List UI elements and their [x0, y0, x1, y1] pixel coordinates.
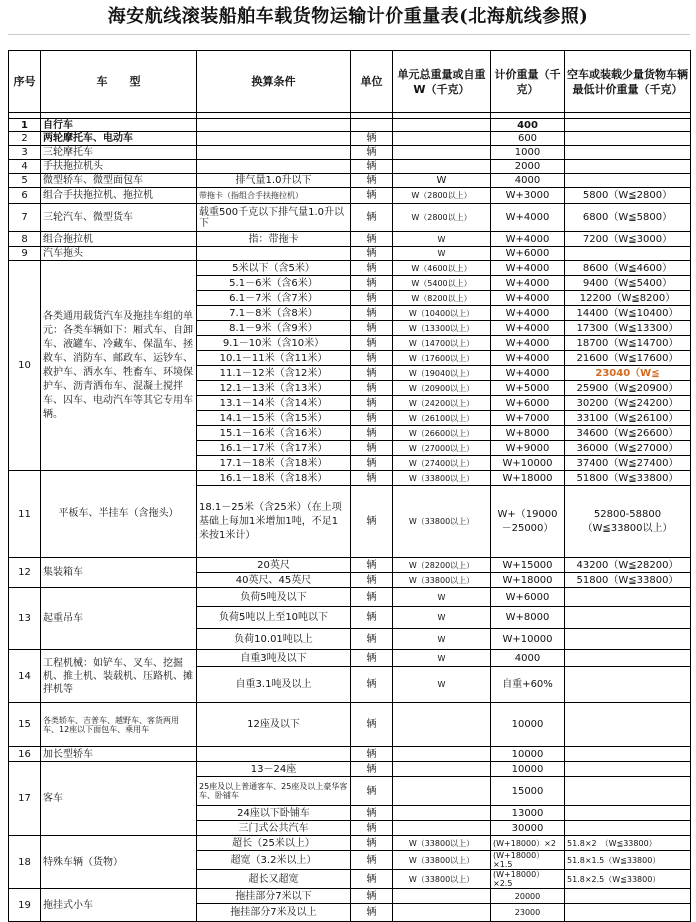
cell-no: 6	[9, 188, 41, 204]
table-row	[9, 204, 691, 232]
cell-charge-weight: 10000	[491, 762, 565, 777]
cell-unit-weight: W（33800以上）	[393, 573, 491, 588]
cell-min-weight: 34600（W≦26600）	[565, 426, 691, 441]
cell-no: 2	[9, 132, 41, 146]
cell-min-weight: 36000（W≦27000）	[565, 441, 691, 456]
cell-type: 特殊车辆（货物）	[41, 836, 197, 889]
cell-unit: 辆	[351, 747, 393, 762]
cell-charge-weight: W+4000	[491, 306, 565, 321]
cell-unit	[351, 119, 393, 132]
cell-unit: 辆	[351, 204, 393, 232]
cell-condition: 16.1－18米（含18米）	[197, 471, 351, 486]
cell-condition: 10.1－11米（含11米）	[197, 351, 351, 366]
cell-charge-weight: 13000	[491, 806, 565, 821]
page-title: 海安航线滚装船舶车载货物运输计价重量表(北海航线参照)	[107, 6, 589, 27]
table-row	[9, 160, 691, 174]
cell-type: 组合拖拉机	[41, 232, 197, 247]
cell-unit-weight: W（4600以上）	[393, 261, 491, 276]
cell-unit: 辆	[351, 366, 393, 381]
cell-min-weight: 12200（W≦8200）	[565, 291, 691, 306]
table-row	[9, 261, 691, 276]
cell-unit-weight	[393, 703, 491, 747]
cell-min-weight: 52800-58800（W≦33800以上）	[565, 486, 691, 558]
cell-type: 微型轿车、微型面包车	[41, 174, 197, 188]
cell-condition: 12座及以下	[197, 703, 351, 747]
cell-unit: 辆	[351, 573, 393, 588]
cell-unit: 辆	[351, 132, 393, 146]
cell-unit-weight: W	[393, 588, 491, 607]
table-row	[9, 762, 691, 777]
cell-min-weight: 51.8×1.5（W≦33800）	[565, 851, 691, 870]
cell-unit-weight: W	[393, 247, 491, 261]
cell-no: 4	[9, 160, 41, 174]
cell-unit: 辆	[351, 650, 393, 667]
cell-min-weight	[565, 904, 691, 922]
header-unit: 单位	[351, 51, 393, 113]
cell-condition: 载重500千克以下排气量1.0升以下	[197, 204, 351, 232]
cell-no: 12	[9, 558, 41, 588]
cell-min-weight: 6800（W≦5800）	[565, 204, 691, 232]
cell-charge-weight: W+6000	[491, 247, 565, 261]
cell-no: 3	[9, 146, 41, 160]
cell-min-weight	[565, 806, 691, 821]
cell-unit: 辆	[351, 777, 393, 806]
cell-unit-weight: W（33800以上）	[393, 836, 491, 851]
table-row	[9, 836, 691, 851]
header-type: 车 型	[41, 51, 197, 113]
cell-min-weight: 18700（W≦14700）	[565, 336, 691, 351]
cell-unit-weight: W	[393, 667, 491, 703]
cell-condition: 5米以下（含5米）	[197, 261, 351, 276]
cell-type: 三轮汽车、微型货车	[41, 204, 197, 232]
cell-condition: 9.1－10米（含10米）	[197, 336, 351, 351]
cell-condition: 超长又超宽	[197, 870, 351, 889]
cell-min-weight: 51.8×2 （W≦33800）	[565, 836, 691, 851]
header-unit-weight: 单元总重量或自重W（千克）	[393, 51, 491, 113]
cell-charge-weight: 2000	[491, 160, 565, 174]
cell-unit: 辆	[351, 870, 393, 889]
cell-type: 汽车拖头	[41, 247, 197, 261]
table-row	[9, 132, 691, 146]
cell-unit-weight	[393, 889, 491, 904]
header-min-weight: 空车或装载少量货物车辆最低计价重量（千克）	[565, 51, 691, 113]
cell-charge-weight: W+4000	[491, 276, 565, 291]
cell-unit: 辆	[351, 188, 393, 204]
cell-min-weight: 14400（W≦10400）	[565, 306, 691, 321]
cell-unit: 辆	[351, 629, 393, 650]
table-row	[9, 747, 691, 762]
cell-type: 加长型轿车	[41, 747, 197, 762]
cell-condition: 排气量1.0升以下	[197, 174, 351, 188]
cell-min-weight	[565, 629, 691, 650]
cell-unit-weight: W（14700以上）	[393, 336, 491, 351]
cell-charge-weight: 600	[491, 132, 565, 146]
cell-unit: 辆	[351, 321, 393, 336]
cell-unit: 辆	[351, 351, 393, 366]
cell-min-weight	[565, 119, 691, 132]
cell-no: 8	[9, 232, 41, 247]
header-charge-weight: 计价重量（千克）	[491, 51, 565, 113]
cell-no: 5	[9, 174, 41, 188]
cell-charge-weight: W+8000	[491, 426, 565, 441]
cell-unit: 辆	[351, 889, 393, 904]
cell-unit: 辆	[351, 146, 393, 160]
cell-condition	[197, 160, 351, 174]
cell-no: 11	[9, 471, 41, 558]
cell-condition: 6.1－7米（含7米）	[197, 291, 351, 306]
cell-type: 自行车	[41, 119, 197, 132]
cell-type: 手扶拖拉机头	[41, 160, 197, 174]
cell-no: 19	[9, 889, 41, 922]
table-row	[9, 703, 691, 747]
cell-no: 1	[9, 119, 41, 132]
cell-min-weight: 43200（W≦28200）	[565, 558, 691, 573]
cell-type: 三轮摩托车	[41, 146, 197, 160]
cell-condition: 17.1－18米（含18米）	[197, 456, 351, 471]
cell-condition: 12.1－13米（含13米）	[197, 381, 351, 396]
cell-condition: 11.1－12米（含12米）	[197, 366, 351, 381]
cell-type: 集装箱车	[41, 558, 197, 588]
cell-charge-weight: 30000	[491, 821, 565, 836]
cell-min-weight	[565, 607, 691, 629]
cell-charge-weight: 400	[491, 119, 565, 132]
cell-min-weight-highlight: 23040（W≦	[565, 366, 691, 381]
cell-unit-weight	[393, 132, 491, 146]
table-row	[9, 247, 691, 261]
cell-unit: 辆	[351, 336, 393, 351]
cell-min-weight	[565, 160, 691, 174]
cell-min-weight: 30200（W≦24200）	[565, 396, 691, 411]
cell-min-weight: 51800（W≦33800）	[565, 471, 691, 486]
cell-charge-weight: W+18000	[491, 573, 565, 588]
cell-charge-weight: W+18000	[491, 471, 565, 486]
cell-unit: 辆	[351, 703, 393, 747]
header-row	[9, 51, 691, 113]
cell-charge-weight: 10000	[491, 747, 565, 762]
cell-type: 各类轿车、吉普车、越野车、客货两用车、12座以下面包车、乘用车	[41, 703, 197, 747]
cell-charge-weight: W+9000	[491, 441, 565, 456]
cell-unit-weight: W（33800以上）	[393, 486, 491, 558]
cell-unit-weight	[393, 762, 491, 777]
cell-unit-weight	[393, 904, 491, 922]
cell-min-weight: 37400（W≦27400）	[565, 456, 691, 471]
cell-charge-weight: W+4000	[491, 261, 565, 276]
cell-condition: 带拖卡（指组合手扶拖拉机）	[197, 188, 351, 204]
cell-charge-weight: W+4000	[491, 204, 565, 232]
cell-min-weight: 51.8×2.5（W≦33800）	[565, 870, 691, 889]
cell-charge-weight: W+15000	[491, 558, 565, 573]
cell-unit-weight	[393, 806, 491, 821]
cell-unit: 辆	[351, 411, 393, 426]
table-row	[9, 146, 691, 160]
cell-condition: 负荷5吨及以下	[197, 588, 351, 607]
cell-unit: 辆	[351, 806, 393, 821]
cell-unit-weight: W（24200以上）	[393, 396, 491, 411]
cell-min-weight	[565, 146, 691, 160]
cell-no: 9	[9, 247, 41, 261]
cell-condition: 18.1－25米（含25米）（在上项基础上每加1米增加1吨，不足1米按1米计）	[197, 486, 351, 558]
cell-condition: 8.1－9米（含9米）	[197, 321, 351, 336]
cell-unit: 辆	[351, 381, 393, 396]
cell-type: 拖挂式小车	[41, 889, 197, 922]
cell-unit-weight: W（13300以上）	[393, 321, 491, 336]
cell-condition: 三门式公共汽车	[197, 821, 351, 836]
cell-condition: 超宽（3.2米以上）	[197, 851, 351, 870]
cell-charge-weight: W+4000	[491, 366, 565, 381]
cell-unit: 辆	[351, 836, 393, 851]
cell-unit-weight	[393, 777, 491, 806]
cell-min-weight	[565, 174, 691, 188]
cell-charge-weight: W+7000	[491, 411, 565, 426]
cell-no: 7	[9, 204, 41, 232]
table-row	[9, 558, 691, 573]
cell-unit-weight: W（27000以上）	[393, 441, 491, 456]
cell-unit: 辆	[351, 232, 393, 247]
cell-type: 起重吊车	[41, 588, 197, 650]
cell-unit-weight: W	[393, 629, 491, 650]
cell-min-weight: 25900（W≦20900）	[565, 381, 691, 396]
cell-charge-weight: 20000	[491, 889, 565, 904]
cell-condition: 25座及以上普通客车、25座及以上豪华客车、卧铺车	[197, 777, 351, 806]
header-no: 序号	[9, 51, 41, 113]
cell-condition: 拖挂部分7米以下	[197, 889, 351, 904]
cell-condition: 负荷10.01吨以上	[197, 629, 351, 650]
cell-unit: 辆	[351, 247, 393, 261]
cell-condition: 16.1－17米（含17米）	[197, 441, 351, 456]
cell-condition: 15.1－16米（含16米）	[197, 426, 351, 441]
cell-condition: 拖挂部分7米及以上	[197, 904, 351, 922]
cell-condition: 自重3吨及以下	[197, 650, 351, 667]
cell-min-weight	[565, 777, 691, 806]
cell-condition: 7.1－8米（含8米）	[197, 306, 351, 321]
cell-charge-weight: W+5000	[491, 381, 565, 396]
cell-unit: 辆	[351, 441, 393, 456]
cell-unit-weight	[393, 119, 491, 132]
cell-condition: 40英尺、45英尺	[197, 573, 351, 588]
cell-charge-weight: (W+18000）×2	[491, 836, 565, 851]
cell-unit: 辆	[351, 762, 393, 777]
cell-unit-weight: W（33800以上）	[393, 471, 491, 486]
cell-charge-weight: W+4000	[491, 321, 565, 336]
cell-unit-weight: W（27400以上）	[393, 456, 491, 471]
cell-charge-weight: 4000	[491, 174, 565, 188]
cell-unit-weight	[393, 821, 491, 836]
cell-unit-weight: W（26100以上）	[393, 411, 491, 426]
table-row	[9, 650, 691, 667]
cell-unit-weight: W（19040以上）	[393, 366, 491, 381]
cell-charge-weight: 4000	[491, 650, 565, 667]
cell-unit-weight: W	[393, 650, 491, 667]
table-row	[9, 471, 691, 486]
cell-min-weight: 21600（W≦17600）	[565, 351, 691, 366]
cell-min-weight	[565, 667, 691, 703]
cell-unit-weight	[393, 160, 491, 174]
cell-type: 两轮摩托车、电动车	[41, 132, 197, 146]
cell-min-weight	[565, 588, 691, 607]
cell-unit-weight: W（5400以上）	[393, 276, 491, 291]
cell-unit: 辆	[351, 174, 393, 188]
blank-row	[8, 34, 690, 51]
cell-charge-weight: W+8000	[491, 607, 565, 629]
cell-min-weight	[565, 247, 691, 261]
cell-unit: 辆	[351, 160, 393, 174]
cell-charge-weight: W+4000	[491, 351, 565, 366]
pricing-table	[8, 50, 691, 922]
cell-charge-weight: W+6000	[491, 588, 565, 607]
cell-min-weight	[565, 821, 691, 836]
cell-unit-weight: W（28200以上）	[393, 558, 491, 573]
cell-unit: 辆	[351, 306, 393, 321]
cell-unit: 辆	[351, 904, 393, 922]
table-row	[9, 119, 691, 132]
cell-unit: 辆	[351, 558, 393, 573]
cell-unit-weight	[393, 747, 491, 762]
cell-unit-weight: W（20900以上）	[393, 381, 491, 396]
cell-charge-weight: W+10000	[491, 456, 565, 471]
cell-condition: 13.1－14米（含14米）	[197, 396, 351, 411]
cell-condition	[197, 132, 351, 146]
cell-charge-weight: (W+18000）×2.5	[491, 870, 565, 889]
cell-unit: 辆	[351, 851, 393, 870]
cell-min-weight: 33100（W≦26100）	[565, 411, 691, 426]
cell-charge-weight: W+4000	[491, 291, 565, 306]
cell-unit-weight: W	[393, 174, 491, 188]
cell-type: 组合手扶拖拉机、拖拉机	[41, 188, 197, 204]
table-row	[9, 174, 691, 188]
cell-charge-weight: W+4000	[491, 336, 565, 351]
cell-no: 16	[9, 747, 41, 762]
cell-type: 平板车、半挂车（含拖头）	[41, 471, 197, 558]
cell-charge-weight: 23000	[491, 904, 565, 922]
cell-unit-weight: W（8200以上）	[393, 291, 491, 306]
cell-unit: 辆	[351, 667, 393, 703]
cell-no: 14	[9, 650, 41, 703]
cell-min-weight: 5800（W≦2800）	[565, 188, 691, 204]
cell-unit: 辆	[351, 471, 393, 486]
cell-no: 13	[9, 588, 41, 650]
cell-min-weight: 7200（W≦3000）	[565, 232, 691, 247]
cell-charge-weight: 1000	[491, 146, 565, 160]
cell-type: 工程机械：如铲车、叉车、挖掘机、推土机、装载机、压路机、摊拌机等	[41, 650, 197, 703]
cell-condition: 14.1－15米（含15米）	[197, 411, 351, 426]
cell-charge-weight: W+10000	[491, 629, 565, 650]
cell-type: 客车	[41, 762, 197, 836]
cell-condition: 超长（25米以上）	[197, 836, 351, 851]
cell-condition: 负荷5吨以上至10吨以下	[197, 607, 351, 629]
cell-condition: 自重3.1吨及以上	[197, 667, 351, 703]
cell-condition	[197, 119, 351, 132]
cell-condition	[197, 747, 351, 762]
cell-min-weight	[565, 762, 691, 777]
table-row	[9, 889, 691, 904]
cell-condition: 13－24座	[197, 762, 351, 777]
cell-min-weight	[565, 650, 691, 667]
cell-charge-weight: (W+18000）×1.5	[491, 851, 565, 870]
cell-unit: 辆	[351, 396, 393, 411]
table-row	[9, 232, 691, 247]
cell-charge-weight: W+4000	[491, 232, 565, 247]
cell-unit-weight: W（17600以上）	[393, 351, 491, 366]
header-condition: 换算条件	[197, 51, 351, 113]
cell-unit-weight: W（10400以上）	[393, 306, 491, 321]
cell-unit-weight: W（2800以上）	[393, 204, 491, 232]
cell-no: 17	[9, 762, 41, 836]
cell-min-weight: 51800（W≦33800）	[565, 573, 691, 588]
cell-min-weight: 17300（W≦13300）	[565, 321, 691, 336]
cell-unit-weight: W（33800以上）	[393, 870, 491, 889]
cell-unit-weight: W（26600以上）	[393, 426, 491, 441]
cell-unit: 辆	[351, 486, 393, 558]
cell-unit: 辆	[351, 426, 393, 441]
cell-condition: 20英尺	[197, 558, 351, 573]
cell-unit-weight: W	[393, 607, 491, 629]
cell-unit: 辆	[351, 291, 393, 306]
cell-unit: 辆	[351, 276, 393, 291]
cell-unit: 辆	[351, 821, 393, 836]
cell-min-weight	[565, 747, 691, 762]
cell-condition	[197, 247, 351, 261]
cell-unit-weight: W	[393, 232, 491, 247]
cell-condition: 5.1－6米（含6米）	[197, 276, 351, 291]
cell-no: 18	[9, 836, 41, 889]
cell-unit: 辆	[351, 588, 393, 607]
cell-min-weight: 9400（W≦5400）	[565, 276, 691, 291]
cell-min-weight	[565, 132, 691, 146]
cell-no: 10	[9, 261, 41, 471]
cell-min-weight	[565, 889, 691, 904]
cell-condition	[197, 146, 351, 160]
cell-charge-weight: W+（19000－25000）	[491, 486, 565, 558]
cell-unit: 辆	[351, 456, 393, 471]
cell-charge-weight: W+6000	[491, 396, 565, 411]
table-row	[9, 188, 691, 204]
cell-condition: 24座以下卧铺车	[197, 806, 351, 821]
cell-charge-weight: W+3000	[491, 188, 565, 204]
cell-min-weight: 8600（W≦4600）	[565, 261, 691, 276]
cell-unit-weight: W（33800以上）	[393, 851, 491, 870]
cell-type: 各类通用载货汽车及拖挂车组的单元：各类车辆如下：厢式车、自卸车、液罐车、冷藏车、保温车、拯救车、消防车、邮政车、运钞车、救护车、洒水车、牲畜车、环境保护车、沥青洒布车、混凝土搅拌车、囚车、电动汽车等其它专用车辆。	[41, 261, 197, 471]
cell-unit: 辆	[351, 607, 393, 629]
cell-charge-weight: 10000	[491, 703, 565, 747]
cell-unit-weight	[393, 146, 491, 160]
cell-charge-weight: 自重+60%	[491, 667, 565, 703]
table-row	[9, 588, 691, 607]
cell-condition: 指：带拖卡	[197, 232, 351, 247]
cell-unit: 辆	[351, 261, 393, 276]
cell-unit-weight: W（2800以上）	[393, 188, 491, 204]
cell-charge-weight: 15000	[491, 777, 565, 806]
cell-no: 15	[9, 703, 41, 747]
cell-min-weight	[565, 703, 691, 747]
